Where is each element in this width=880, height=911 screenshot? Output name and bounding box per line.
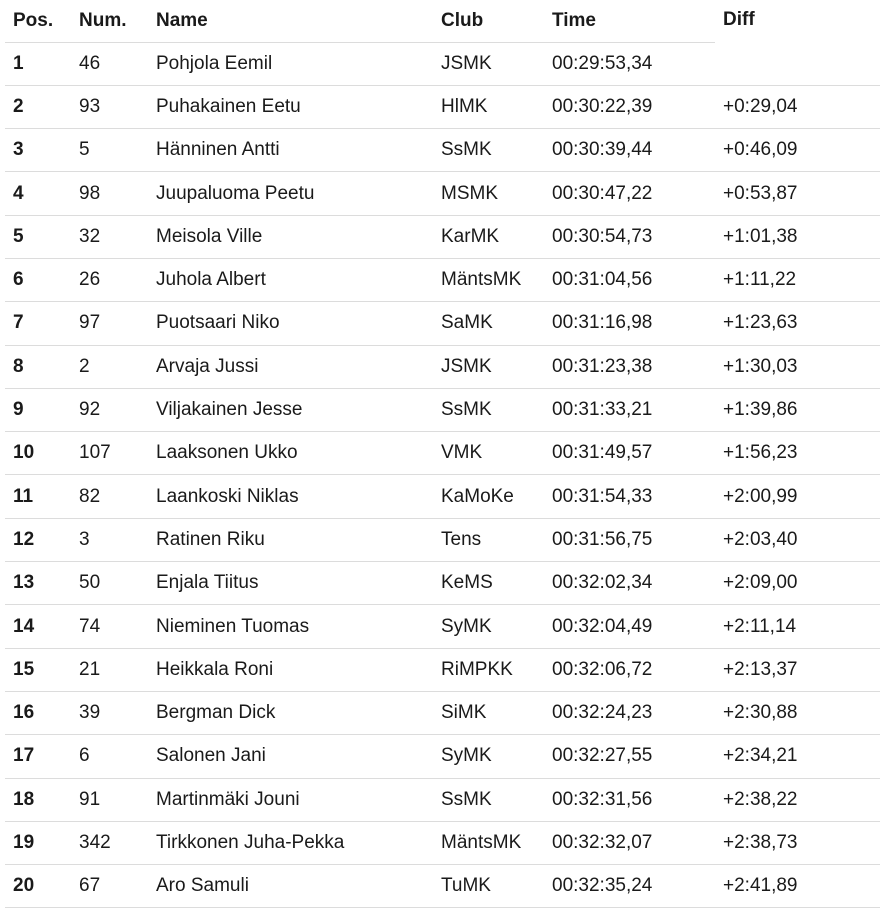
cell-num: 67 (71, 865, 148, 908)
cell-num: 107 (71, 432, 148, 475)
cell-pos: 4 (5, 172, 71, 215)
table-row (5, 388, 880, 431)
results-body (5, 42, 880, 908)
table-row (5, 605, 880, 648)
cell-name: Heikkala Roni (148, 648, 433, 691)
cell-name: Tirkkonen Juha-Pekka (148, 821, 433, 864)
cell-time: 00:32:32,07 (544, 821, 715, 864)
cell-time: 00:31:23,38 (544, 345, 715, 388)
cell-name: Enjala Tiitus (148, 562, 433, 605)
cell-name: Juhola Albert (148, 258, 433, 301)
cell-diff: +1:39,86 (715, 388, 880, 431)
cell-name: Hänninen Antti (148, 129, 433, 172)
cell-num: 98 (71, 172, 148, 215)
cell-name: Aro Samuli (148, 865, 433, 908)
cell-num: 46 (71, 42, 148, 85)
cell-time: 00:30:39,44 (544, 129, 715, 172)
cell-club: KeMS (433, 562, 544, 605)
cell-num: 2 (71, 345, 148, 388)
cell-club: RiMPKK (433, 648, 544, 691)
cell-num: 93 (71, 85, 148, 128)
table-row (5, 172, 880, 215)
table-row (5, 85, 880, 128)
cell-name: Laaksonen Ukko (148, 432, 433, 475)
cell-pos: 15 (5, 648, 71, 691)
cell-club: SyMK (433, 735, 544, 778)
cell-time: 00:31:04,56 (544, 258, 715, 301)
table-row (5, 562, 880, 605)
cell-pos: 16 (5, 691, 71, 734)
header-pos: Pos. (5, 0, 71, 42)
cell-num: 3 (71, 518, 148, 561)
table-row (5, 518, 880, 561)
cell-time: 00:30:54,73 (544, 215, 715, 258)
cell-club: Tens (433, 518, 544, 561)
cell-name: Salonen Jani (148, 735, 433, 778)
cell-num: 39 (71, 691, 148, 734)
cell-diff: +2:09,00 (715, 562, 880, 605)
cell-num: 74 (71, 605, 148, 648)
cell-name: Laankoski Niklas (148, 475, 433, 518)
table-row (5, 821, 880, 864)
cell-name: Nieminen Tuomas (148, 605, 433, 648)
cell-num: 91 (71, 778, 148, 821)
cell-pos: 3 (5, 129, 71, 172)
cell-pos: 8 (5, 345, 71, 388)
cell-pos: 20 (5, 865, 71, 908)
cell-name: Meisola Ville (148, 215, 433, 258)
table-row (5, 432, 880, 475)
cell-time: 00:32:02,34 (544, 562, 715, 605)
cell-name: Puhakainen Eetu (148, 85, 433, 128)
cell-num: 21 (71, 648, 148, 691)
cell-name: Juupaluoma Peetu (148, 172, 433, 215)
header-club: Club (433, 0, 544, 42)
cell-club: MSMK (433, 172, 544, 215)
cell-num: 50 (71, 562, 148, 605)
cell-num: 26 (71, 258, 148, 301)
cell-name: Martinmäki Jouni (148, 778, 433, 821)
cell-time: 00:32:31,56 (544, 778, 715, 821)
cell-diff: +0:29,04 (715, 85, 880, 128)
cell-pos: 7 (5, 302, 71, 345)
header-name: Name (148, 0, 433, 42)
results-table (5, 0, 880, 908)
cell-pos: 17 (5, 735, 71, 778)
cell-num: 92 (71, 388, 148, 431)
cell-pos: 19 (5, 821, 71, 864)
cell-club: SyMK (433, 605, 544, 648)
header-diff: Diff (723, 9, 755, 30)
results-header (5, 0, 880, 42)
cell-diff: +2:38,22 (715, 778, 880, 821)
table-row (5, 735, 880, 778)
cell-num: 82 (71, 475, 148, 518)
table-row (5, 129, 880, 172)
cell-pos: 2 (5, 85, 71, 128)
cell-diff: +1:23,63 (715, 302, 880, 345)
header-row (5, 0, 880, 42)
cell-club: SsMK (433, 388, 544, 431)
cell-pos: 13 (5, 562, 71, 605)
cell-club: KarMK (433, 215, 544, 258)
cell-club: JSMK (433, 42, 544, 85)
cell-club: KaMoKe (433, 475, 544, 518)
cell-name: Ratinen Riku (148, 518, 433, 561)
cell-club: HlMK (433, 85, 544, 128)
cell-club: SiMK (433, 691, 544, 734)
cell-num: 6 (71, 735, 148, 778)
cell-diff (715, 42, 880, 85)
cell-time: 00:30:22,39 (544, 85, 715, 128)
cell-pos: 11 (5, 475, 71, 518)
cell-pos: 9 (5, 388, 71, 431)
cell-club: SsMK (433, 778, 544, 821)
cell-time: 00:31:33,21 (544, 388, 715, 431)
cell-club: TuMK (433, 865, 544, 908)
cell-time: 00:31:49,57 (544, 432, 715, 475)
cell-diff: +1:56,23 (715, 432, 880, 475)
cell-name: Puotsaari Niko (148, 302, 433, 345)
table-row (5, 778, 880, 821)
cell-diff: +2:13,37 (715, 648, 880, 691)
cell-club: SaMK (433, 302, 544, 345)
cell-name: Bergman Dick (148, 691, 433, 734)
cell-diff: +2:34,21 (715, 735, 880, 778)
cell-diff: +2:30,88 (715, 691, 880, 734)
cell-diff: +0:46,09 (715, 129, 880, 172)
cell-pos: 10 (5, 432, 71, 475)
table-row (5, 691, 880, 734)
table-row (5, 215, 880, 258)
cell-diff: +1:01,38 (715, 215, 880, 258)
cell-pos: 18 (5, 778, 71, 821)
header-num: Num. (71, 0, 148, 42)
cell-diff: +1:30,03 (715, 345, 880, 388)
cell-diff: +2:38,73 (715, 821, 880, 864)
cell-pos: 1 (5, 42, 71, 85)
cell-club: VMK (433, 432, 544, 475)
cell-pos: 12 (5, 518, 71, 561)
cell-diff: +2:03,40 (715, 518, 880, 561)
cell-club: SsMK (433, 129, 544, 172)
cell-num: 97 (71, 302, 148, 345)
cell-time: 00:31:56,75 (544, 518, 715, 561)
cell-pos: 5 (5, 215, 71, 258)
header-time: Time (544, 0, 715, 42)
cell-time: 00:32:06,72 (544, 648, 715, 691)
cell-club: MäntsMK (433, 821, 544, 864)
cell-diff: +2:41,89 (715, 865, 880, 908)
table-row (5, 475, 880, 518)
cell-time: 00:30:47,22 (544, 172, 715, 215)
cell-num: 32 (71, 215, 148, 258)
table-row (5, 865, 880, 908)
cell-time: 00:32:24,23 (544, 691, 715, 734)
table-row (5, 648, 880, 691)
cell-time: 00:32:35,24 (544, 865, 715, 908)
cell-diff: +0:53,87 (715, 172, 880, 215)
table-row (5, 345, 880, 388)
cell-diff: +2:11,14 (715, 605, 880, 648)
table-row (5, 42, 880, 85)
cell-time: 00:32:27,55 (544, 735, 715, 778)
cell-num: 342 (71, 821, 148, 864)
cell-num: 5 (71, 129, 148, 172)
cell-pos: 6 (5, 258, 71, 301)
table-row (5, 258, 880, 301)
cell-club: MäntsMK (433, 258, 544, 301)
cell-time: 00:31:54,33 (544, 475, 715, 518)
cell-club: JSMK (433, 345, 544, 388)
cell-name: Arvaja Jussi (148, 345, 433, 388)
cell-name: Viljakainen Jesse (148, 388, 433, 431)
cell-time: 00:29:53,34 (544, 42, 715, 85)
cell-diff: +1:11,22 (715, 258, 880, 301)
cell-pos: 14 (5, 605, 71, 648)
cell-time: 00:32:04,49 (544, 605, 715, 648)
cell-time: 00:31:16,98 (544, 302, 715, 345)
cell-name: Pohjola Eemil (148, 42, 433, 85)
table-row (5, 302, 880, 345)
cell-diff: +2:00,99 (715, 475, 880, 518)
